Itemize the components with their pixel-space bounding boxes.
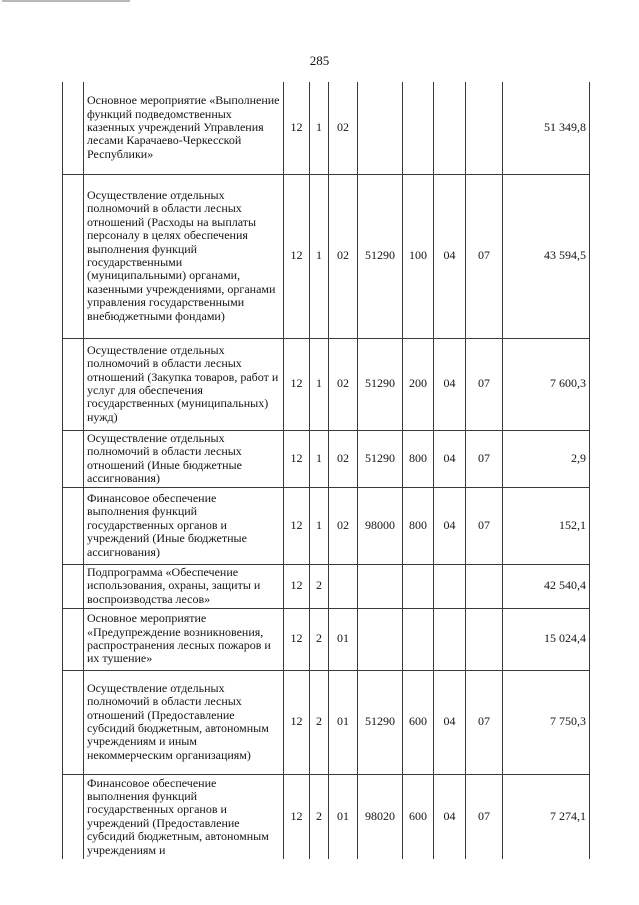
index-cell: [63, 487, 84, 564]
code-cell-c2: 1: [310, 487, 329, 564]
code-cell-c4: [358, 608, 403, 670]
index-cell: [63, 174, 84, 338]
code-cell-c1: 12: [284, 608, 310, 670]
table-row: [63, 487, 590, 564]
code-cell-c7: [466, 564, 503, 608]
code-cell-c1: 12: [284, 670, 310, 774]
code-cell-c5: [403, 564, 434, 608]
name-cell: Основное мероприятие «Предупреждение возникновения, распространения лесных пожаров и их тушение»: [84, 608, 284, 670]
top-rule: [2, 0, 130, 2]
index-cell: [63, 608, 84, 670]
code-cell-c6: [434, 608, 466, 670]
code-cell-c5: 200: [403, 338, 434, 430]
code-cell-c3: [329, 564, 358, 608]
code-cell-c3: 02: [329, 82, 358, 174]
index-cell: [63, 564, 84, 608]
code-cell-c7: 07: [466, 430, 503, 487]
table-row: [63, 430, 590, 487]
budget-table: [62, 82, 590, 859]
code-cell-c5: 100: [403, 174, 434, 338]
amount-cell: 7 750,3: [503, 670, 590, 774]
code-cell-c6: [434, 82, 466, 174]
amount-cell: 152,1: [503, 487, 590, 564]
code-cell-c2: 1: [310, 430, 329, 487]
amount-cell: 42 540,4: [503, 564, 590, 608]
code-cell-c2: 1: [310, 174, 329, 338]
code-cell-c1: 12: [284, 174, 310, 338]
amount-cell: 51 349,8: [503, 82, 590, 174]
name-cell: Основное мероприятие «Выполнение функций подведомственных казенных учреждений Управления лесами Карачаево-Черкесской Республики»: [84, 82, 284, 174]
table-row: [63, 774, 590, 859]
table-row: [63, 670, 590, 774]
code-cell-c1: 12: [284, 338, 310, 430]
code-cell-c4: 51290: [358, 430, 403, 487]
index-cell: [63, 82, 84, 174]
table-row: [63, 608, 590, 670]
code-cell-c4: 51290: [358, 338, 403, 430]
index-cell: [63, 774, 84, 859]
table-row: [63, 564, 590, 608]
index-cell: [63, 338, 84, 430]
code-cell-c7: 07: [466, 774, 503, 859]
name-cell: Осуществление отдельных полномочий в области лесных отношений (Предоставление субсидий бюджетным, автономным учреждениям и иным некоммерческим организациям): [84, 670, 284, 774]
code-cell-c1: 12: [284, 564, 310, 608]
table-row: [63, 82, 590, 174]
code-cell-c3: 02: [329, 338, 358, 430]
code-cell-c7: 07: [466, 338, 503, 430]
code-cell-c6: 04: [434, 338, 466, 430]
code-cell-c3: 01: [329, 608, 358, 670]
index-cell: [63, 430, 84, 487]
code-cell-c6: 04: [434, 174, 466, 338]
code-cell-c5: [403, 608, 434, 670]
code-cell-c2: 1: [310, 82, 329, 174]
code-cell-c5: [403, 82, 434, 174]
code-cell-c2: 2: [310, 564, 329, 608]
code-cell-c5: 800: [403, 487, 434, 564]
code-cell-c2: 2: [310, 608, 329, 670]
code-cell-c7: [466, 82, 503, 174]
code-cell-c7: 07: [466, 487, 503, 564]
name-cell: Осуществление отдельных полномочий в области лесных отношений (Расходы на выплаты персоналу в целях обеспечения выполнения функций государственными (муниципальными) органами, казенными учреждениями, органами управления государственными внебюджетными фондами): [84, 174, 284, 338]
name-cell: Осуществление отдельных полномочий в области лесных отношений (Иные бюджетные ассигнования): [84, 430, 284, 487]
code-cell-c1: 12: [284, 82, 310, 174]
code-cell-c2: 2: [310, 774, 329, 859]
amount-cell: 7 274,1: [503, 774, 590, 859]
code-cell-c3: 01: [329, 774, 358, 859]
code-cell-c7: 07: [466, 174, 503, 338]
code-cell-c4: 51290: [358, 174, 403, 338]
code-cell-c7: [466, 608, 503, 670]
page-number: 285: [309, 53, 330, 68]
code-cell-c7: 07: [466, 670, 503, 774]
amount-cell: 2,9: [503, 430, 590, 487]
table-row: [63, 338, 590, 430]
code-cell-c4: [358, 82, 403, 174]
code-cell-c2: 2: [310, 670, 329, 774]
table-body: [63, 82, 590, 859]
code-cell-c6: 04: [434, 430, 466, 487]
amount-cell: 43 594,5: [503, 174, 590, 338]
code-cell-c3: 02: [329, 487, 358, 564]
code-cell-c5: 600: [403, 774, 434, 859]
code-cell-c4: 98000: [358, 487, 403, 564]
code-cell-c3: 01: [329, 670, 358, 774]
code-cell-c6: 04: [434, 670, 466, 774]
name-cell: Финансовое обеспечение выполнения функций государственных органов и учреждений (Иные бюджетные ассигнования): [84, 487, 284, 564]
code-cell-c1: 12: [284, 430, 310, 487]
code-cell-c6: 04: [434, 774, 466, 859]
code-cell-c3: 02: [329, 430, 358, 487]
name-cell: Подпрограмма «Обеспечение использования, охраны, защиты и воспроизводства лесов»: [84, 564, 284, 608]
code-cell-c1: 12: [284, 487, 310, 564]
code-cell-c3: 02: [329, 174, 358, 338]
table-row: [63, 174, 590, 338]
code-cell-c6: [434, 564, 466, 608]
code-cell-c1: 12: [284, 774, 310, 859]
code-cell-c4: [358, 564, 403, 608]
code-cell-c5: 800: [403, 430, 434, 487]
index-cell: [63, 670, 84, 774]
amount-cell: 7 600,3: [503, 338, 590, 430]
code-cell-c4: 98020: [358, 774, 403, 859]
code-cell-c5: 600: [403, 670, 434, 774]
name-cell: Осуществление отдельных полномочий в области лесных отношений (Закупка товаров, работ и услуг для обеспечения государственных (муниципальных) нужд): [84, 338, 284, 430]
code-cell-c2: 1: [310, 338, 329, 430]
code-cell-c6: 04: [434, 487, 466, 564]
name-cell: Финансовое обеспечение выполнения функций государственных органов и учреждений (Предоставление субсидий бюджетным, автономным учреждениям и: [84, 774, 284, 859]
amount-cell: 15 024,4: [503, 608, 590, 670]
code-cell-c4: 51290: [358, 670, 403, 774]
